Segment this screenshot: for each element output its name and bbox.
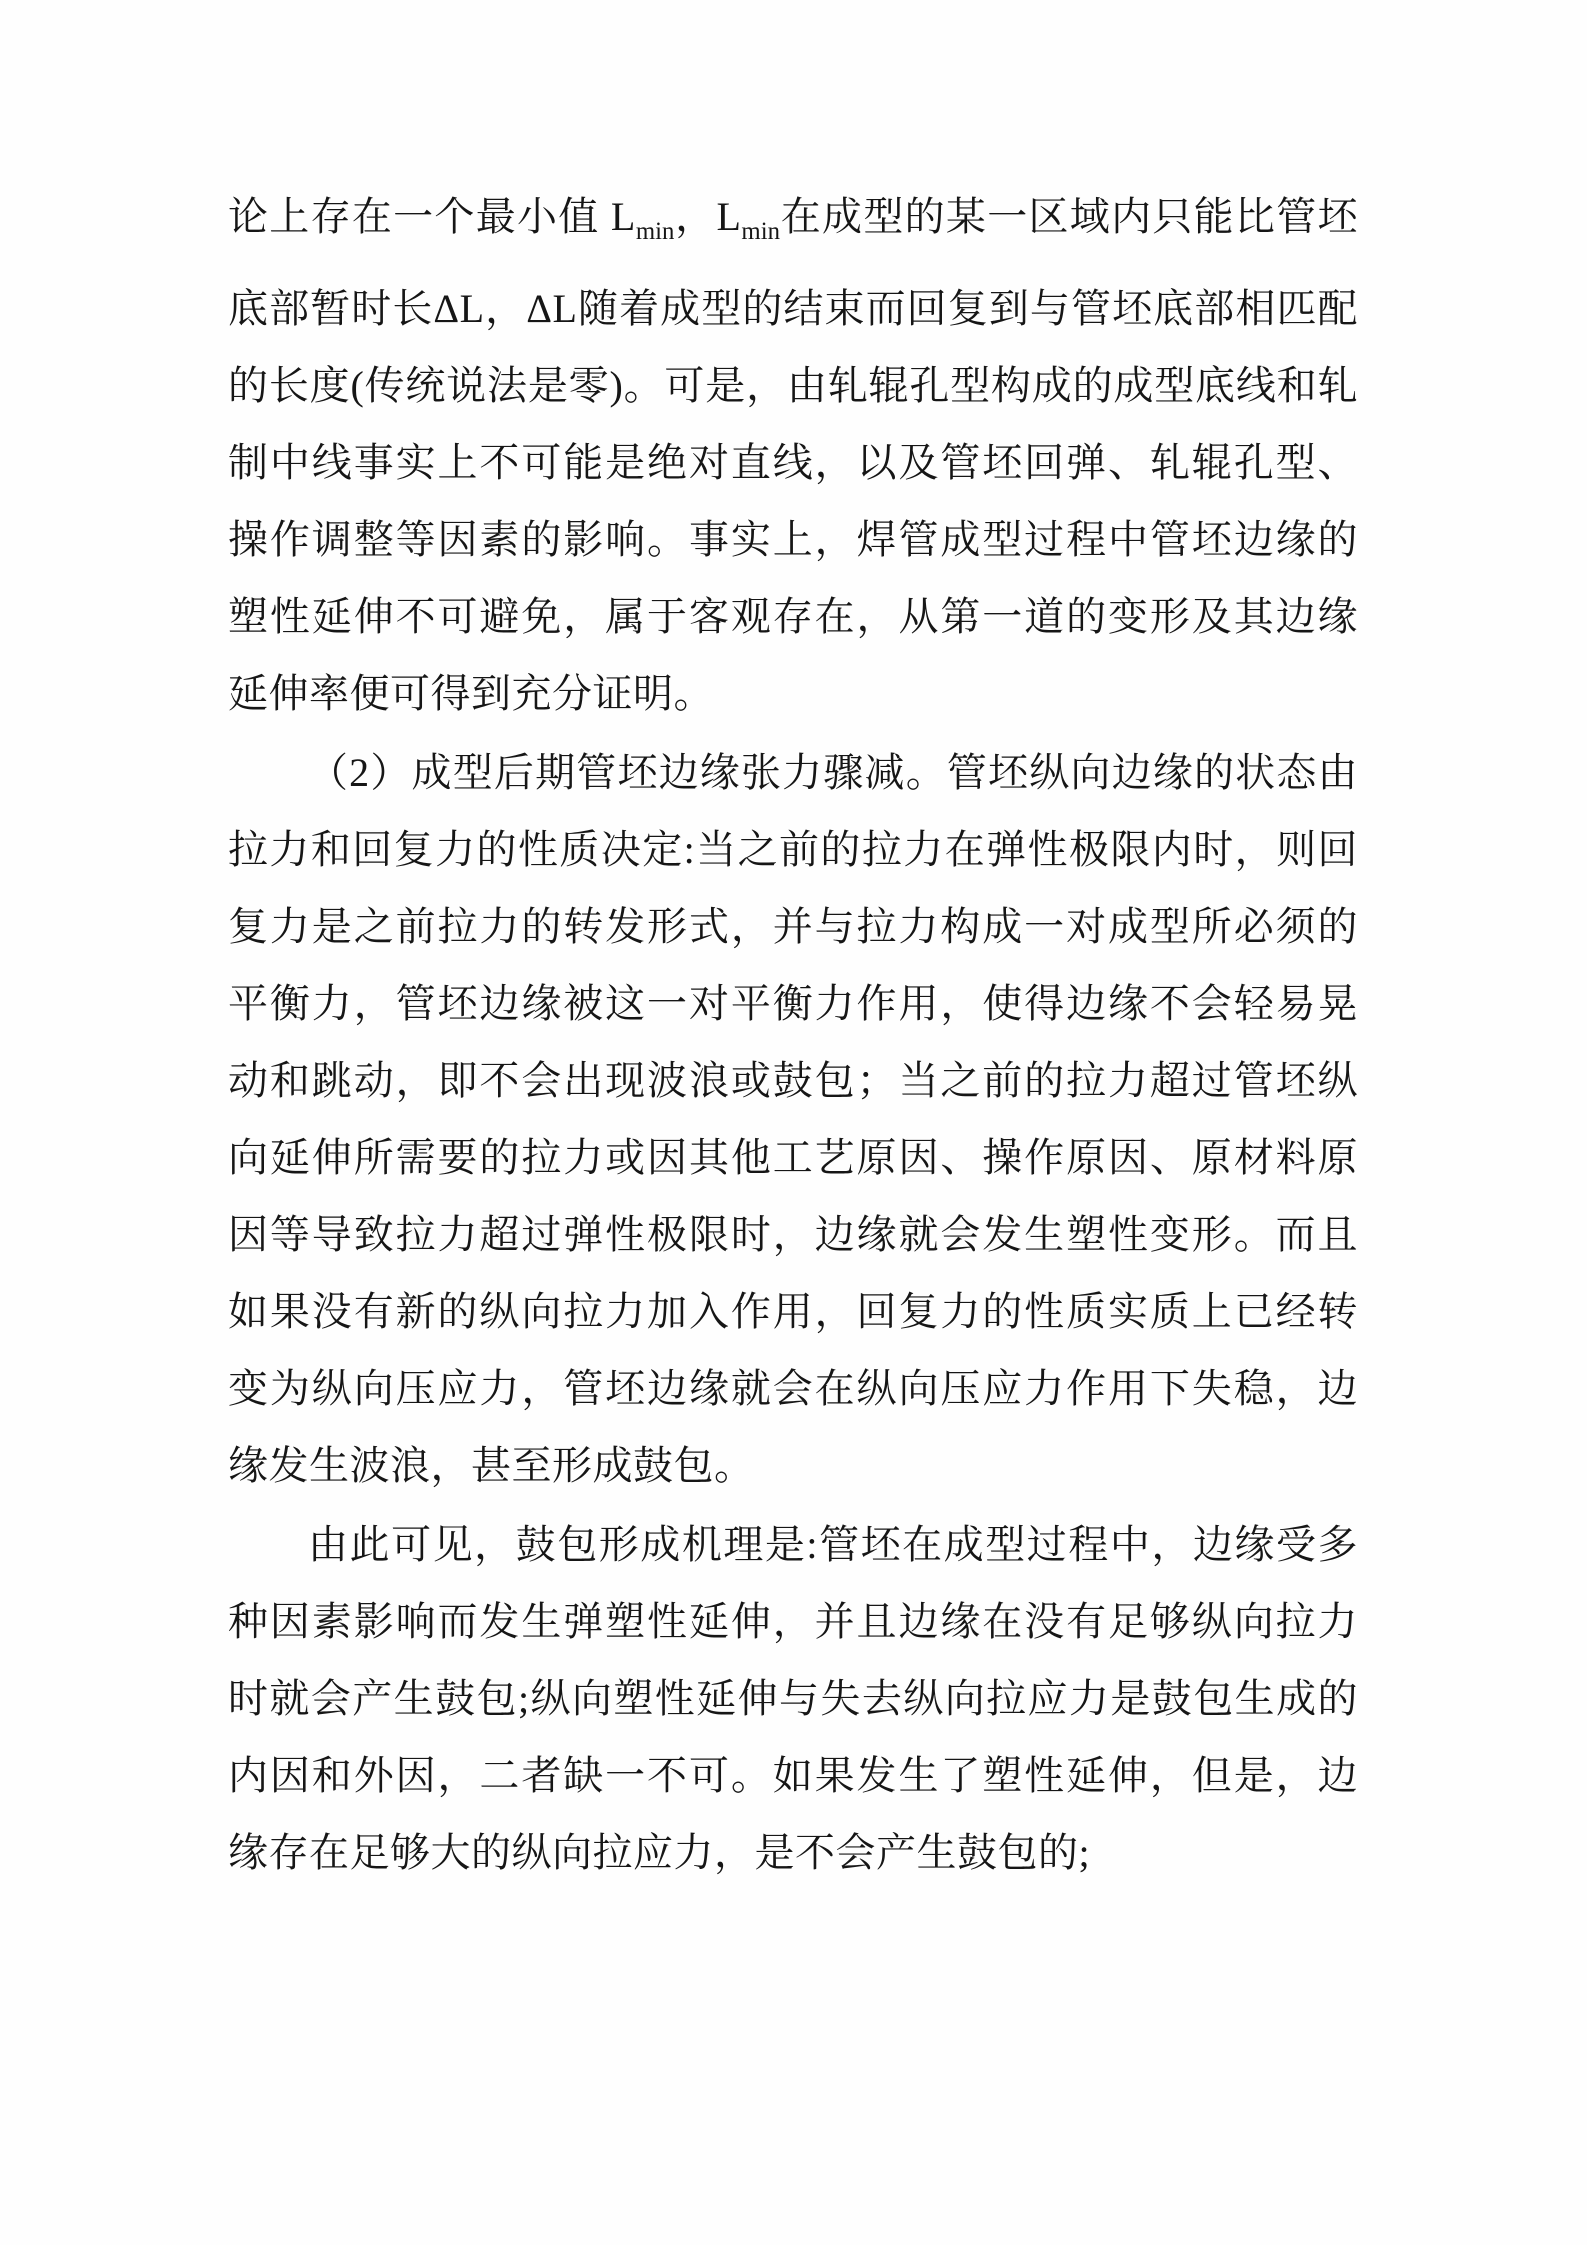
page-body-text (228, 178, 1358, 1893)
paragraph-3: 由此可见，鼓包形成机理是:管坯在成型过程中，边缘受多种因素影响而发生弹塑性延伸，并且边缘在没有足够纵向拉力时就会产生鼓包;纵向塑性延伸与失去纵向拉应力是鼓包生成的内因和外因，二者缺一不可。如果发生了塑性延伸，但是，边缘存在足够大的纵向拉应力，是不会产生鼓包的; (228, 1522, 1358, 1875)
paragraph-2: （2）成型后期管坯边缘张力骤减。管坯纵向边缘的状态由拉力和回复力的性质决定:当之前的拉力在弹性极限内时，则回复力是之前拉力的转发形式，并与拉力构成一对成型所必须的平衡力，管坯边缘被这一对平衡力作用，使得边缘不会轻易晃动和跳动，即不会出现波浪或鼓包；当之前的拉力超过管坯纵向延伸所需要的拉力或因其他工艺原因、操作原因、原材料原因等导致拉力超过弹性极限时，边缘就会发生塑性变形。而且如果没有新的纵向拉力加入作用，回复力的性质实质上已经转变为纵向压应力，管坯边缘就会在纵向压应力作用下失稳，边缘发生波浪，甚至形成鼓包。 (228, 750, 1358, 1488)
subscript-text: min (741, 218, 780, 245)
paragraph-1: 论上存在一个最小值 $L_{min}$，$L_{min}$在成型的某一区域内只能比管坯底部暂时长ΔL，ΔL随着成型的结束而回复到与管坯底部相匹配的长度(传统说法是零)。可是，由轧辊孔型构成的成型底线和轧制中线事实上不可能是绝对直线，以及管坯回弹、轧辊孔型、操作调整等因素的影响。事实上，焊管成型过程中管坯边缘的塑性延伸不可避免，属于客观存在，从第一道的变形及其边缘延伸率便可得到充分证明。 (228, 194, 1359, 716)
subscript-text: min (635, 218, 675, 245)
